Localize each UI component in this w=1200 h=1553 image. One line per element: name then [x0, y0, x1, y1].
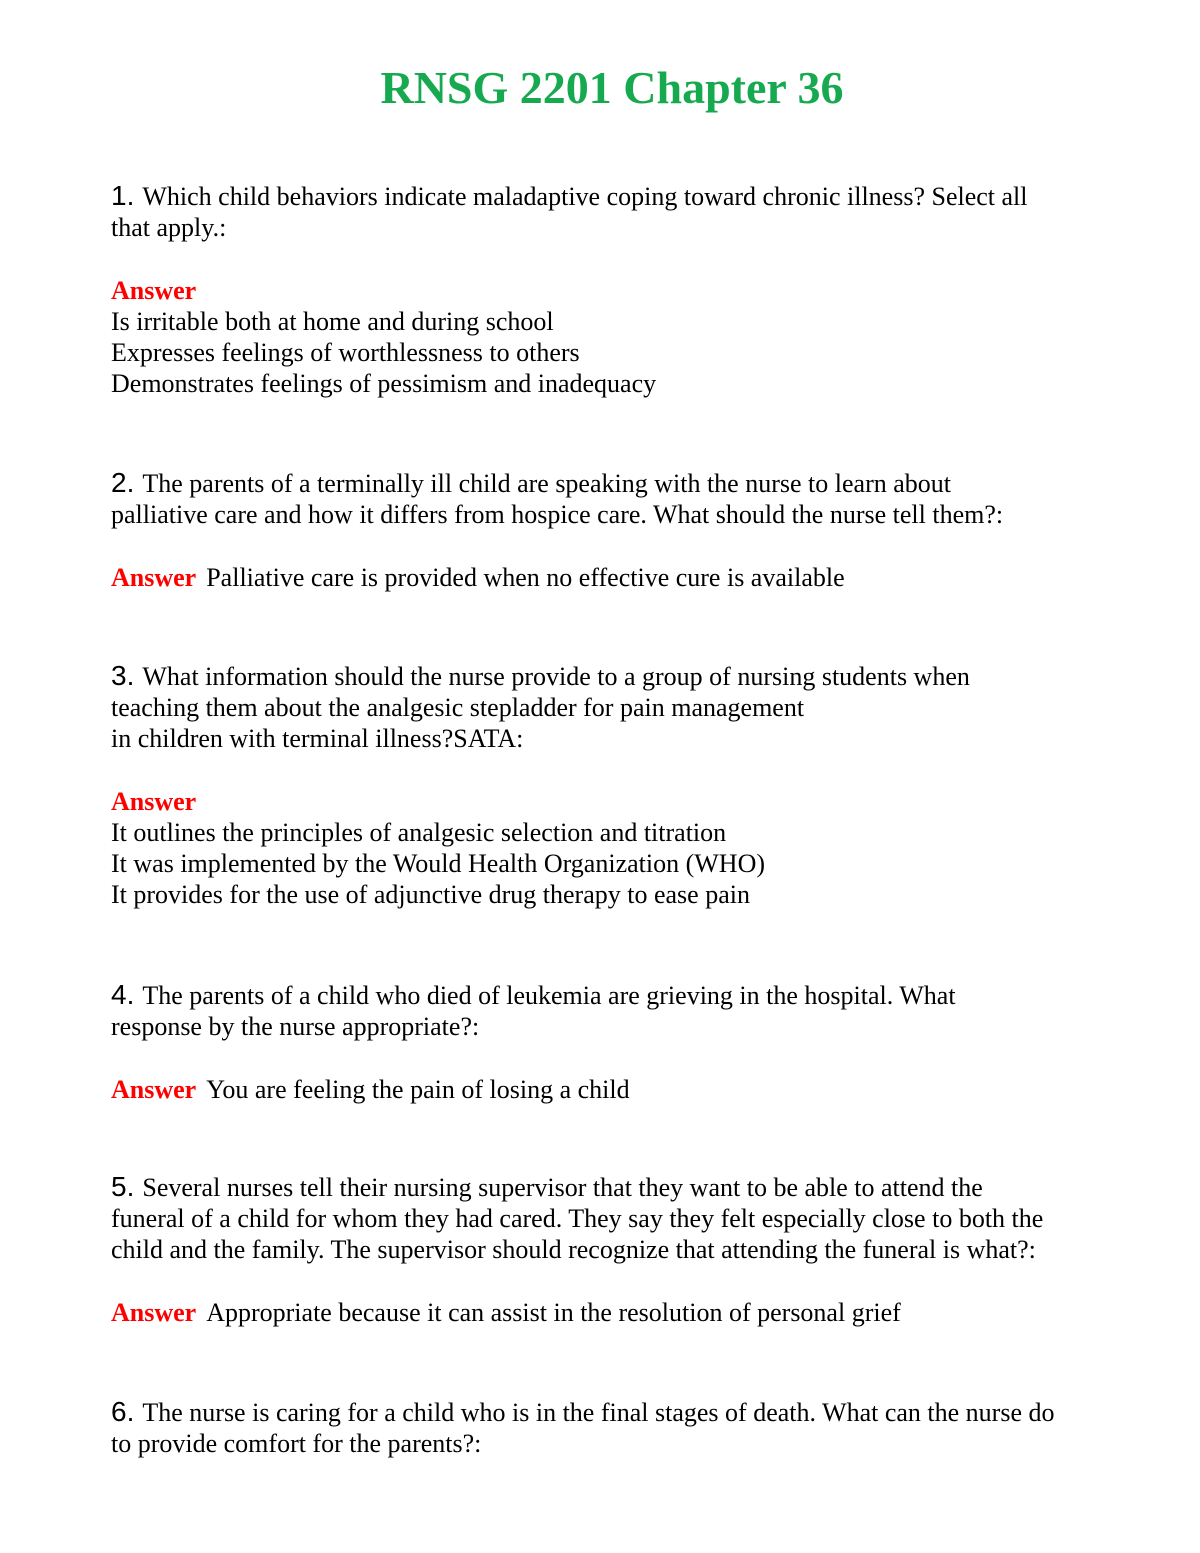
answer-text: Appropriate because it can assist in the resolution of personal grief	[206, 1298, 901, 1327]
question-text	[111, 979, 1111, 1042]
answer-block	[111, 562, 1111, 593]
question-4	[111, 979, 1111, 1105]
answer-text: Expresses feelings of worthlessness to others	[111, 338, 580, 367]
question-text	[111, 1171, 1111, 1265]
question-2	[111, 467, 1111, 593]
answer-text: It outlines the principles of analgesic selection and titration	[111, 818, 727, 847]
question-line: to provide comfort for the parents?:	[111, 1429, 482, 1458]
answer-label: Answer	[111, 1075, 197, 1104]
question-number: 5.	[111, 1171, 135, 1202]
question-line: 2. The parents of a terminally ill child are speaking with the nurse to learn about	[111, 467, 951, 498]
answer-label: Answer	[111, 276, 197, 305]
answer-label: Answer	[111, 1298, 197, 1327]
answer-text: Demonstrates feelings of pessimism and inadequacy	[111, 369, 657, 398]
answer-text: It provides for the use of adjunctive drug therapy to ease pain	[111, 880, 750, 909]
answer-text: Palliative care is provided when no effective cure is available	[206, 563, 845, 592]
question-line: 1. Which child behaviors indicate maladaptive coping toward chronic illness? Select all	[111, 180, 1028, 211]
question-6	[111, 1396, 1131, 1459]
question-line: response by the nurse appropriate?:	[111, 1012, 480, 1041]
question-line: 4. The parents of a child who died of leukemia are grieving in the hospital. What	[111, 979, 956, 1010]
question-line: palliative care and how it differs from hospice care. What should the nurse tell them?:	[111, 500, 1004, 529]
question-line: 6. The nurse is caring for a child who is in the final stages of death. What can the nurse do	[111, 1396, 1055, 1427]
answer-block	[111, 1074, 1111, 1105]
question-3	[111, 660, 1111, 910]
answer-block	[111, 275, 1111, 399]
answer-text: It was implemented by the Would Health Organization (WHO)	[111, 849, 765, 878]
answer-block	[111, 786, 1111, 910]
page-title: RNSG 2201 Chapter 36	[380, 62, 844, 113]
question-line: funeral of a child for whom they had cared. They say they felt especially close to both the	[111, 1204, 1044, 1233]
question-line: teaching them about the analgesic stepladder for pain management	[111, 693, 805, 722]
answer-label: Answer	[111, 787, 197, 816]
answer-text: Is irritable both at home and during school	[111, 307, 554, 336]
question-line: 3. What information should the nurse provide to a group of nursing students when	[111, 660, 970, 691]
question-number: 6.	[111, 1396, 135, 1427]
question-line: that apply.:	[111, 213, 227, 242]
answer-label: Answer	[111, 563, 197, 592]
question-line: child and the family. The supervisor should recognize that attending the funeral is what?:	[111, 1235, 1036, 1264]
question-5	[111, 1171, 1111, 1328]
question-text	[111, 180, 1111, 243]
question-text	[111, 467, 1111, 530]
question-text	[111, 660, 1111, 754]
question-number: 1.	[111, 180, 135, 211]
question-text	[111, 1396, 1131, 1459]
question-1	[111, 180, 1111, 399]
answer-block	[111, 1297, 1111, 1328]
question-line: in children with terminal illness?SATA:	[111, 724, 524, 753]
question-number: 2.	[111, 467, 135, 498]
answer-text: You are feeling the pain of losing a child	[206, 1075, 630, 1104]
question-line: 5. Several nurses tell their nursing supervisor that they want to be able to attend the	[111, 1171, 983, 1202]
question-number: 4.	[111, 979, 135, 1010]
question-number: 3.	[111, 660, 135, 691]
